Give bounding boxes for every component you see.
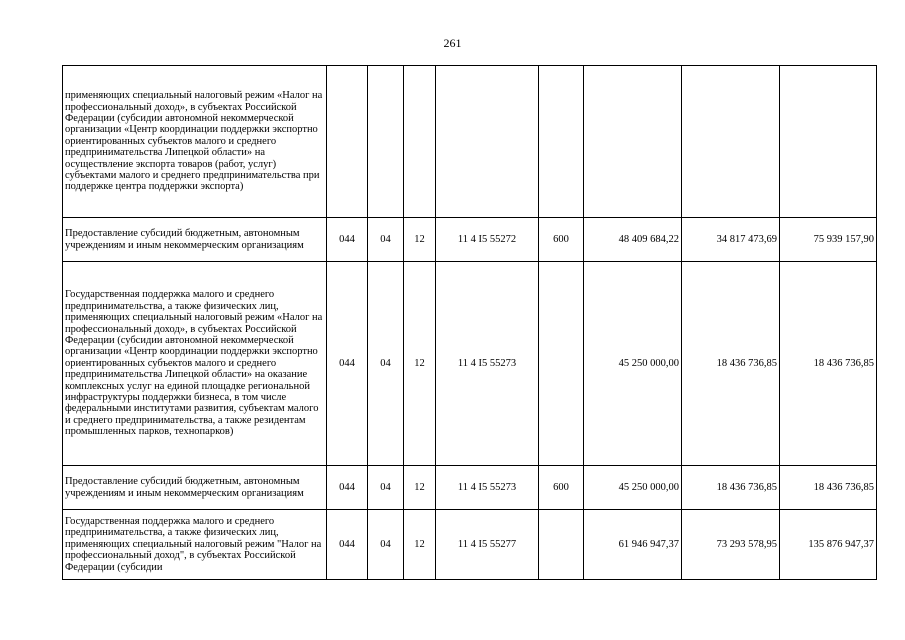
target-article-code: 11 4 I5 55272 (436, 218, 539, 262)
section-code: 04 (368, 218, 404, 262)
expense-type-code (539, 66, 584, 218)
amount-year-3: 18 436 736,85 (780, 262, 877, 466)
table-row (63, 218, 877, 262)
table-row (63, 262, 877, 466)
amount-year-2: 18 436 736,85 (682, 262, 780, 466)
row-description: Предоставление субсидий бюджетным, автономным учреждениям и иным некоммерческим организациям (63, 218, 327, 262)
target-article-code: 11 4 I5 55273 (436, 466, 539, 510)
subsection-code: 12 (404, 262, 436, 466)
ministry-code (327, 66, 368, 218)
amount-year-1 (584, 66, 682, 218)
target-article-code (436, 66, 539, 218)
amount-year-3 (780, 66, 877, 218)
amount-year-3: 18 436 736,85 (780, 466, 877, 510)
budget-table (62, 65, 877, 580)
amount-year-1: 48 409 684,22 (584, 218, 682, 262)
amount-year-2: 73 293 578,95 (682, 510, 780, 580)
section-code: 04 (368, 262, 404, 466)
amount-year-3: 75 939 157,90 (780, 218, 877, 262)
row-description: применяющих специальный налоговый режим «Налог на профессиональный доход», в субъектах Российской Федерации (субсидии автономной некоммерческой организации «Центр координации поддержки экспортно ориентированных субъектов малого и среднего предпринимательства Липецкой области» на осуществление экспорта товаров (работ, услуг) субъектами малого и среднего предпринимательства при поддержке центра поддержки экспорта) (63, 66, 327, 218)
expense-type-code: 600 (539, 218, 584, 262)
ministry-code: 044 (327, 218, 368, 262)
amount-year-2: 18 436 736,85 (682, 466, 780, 510)
amount-year-2 (682, 66, 780, 218)
table-row (63, 466, 877, 510)
ministry-code: 044 (327, 510, 368, 580)
expense-type-code: 600 (539, 466, 584, 510)
target-article-code: 11 4 I5 55273 (436, 262, 539, 466)
section-code: 04 (368, 466, 404, 510)
row-description: Предоставление субсидий бюджетным, автономным учреждениям и иным некоммерческим организациям (63, 466, 327, 510)
row-description: Государственная поддержка малого и среднего предпринимательства, а также физических лиц, применяющих специальный налоговый режим "Налог на профессиональный доход", в субъектах Российской Федерации (субсидии (63, 510, 327, 580)
expense-type-code (539, 262, 584, 466)
ministry-code: 044 (327, 466, 368, 510)
subsection-code: 12 (404, 510, 436, 580)
section-code: 04 (368, 510, 404, 580)
amount-year-1: 45 250 000,00 (584, 262, 682, 466)
subsection-code: 12 (404, 466, 436, 510)
amount-year-1: 45 250 000,00 (584, 466, 682, 510)
row-description: Государственная поддержка малого и среднего предпринимательства, а также физических лиц, применяющих специальный налоговый режим «Налог на профессиональный доход», в субъектах Российской Федерации (субсидии автономной некоммерческой организации «Центр координации поддержки экспортно ориентированных субъектов малого и среднего предпринимательства Липецкой области» на оказание комплексных услуг на единой площадке региональной инфраструктуры поддержки бизнеса, в том числе федеральными институтами развития, субъектам малого и среднего предпринимательства, а также резидентам промышленных парков, технопарков) (63, 262, 327, 466)
page-number: 261 (443, 36, 462, 50)
ministry-code: 044 (327, 262, 368, 466)
subsection-code (404, 66, 436, 218)
target-article-code: 11 4 I5 55277 (436, 510, 539, 580)
amount-year-1: 61 946 947,37 (584, 510, 682, 580)
subsection-code: 12 (404, 218, 436, 262)
table-row (63, 66, 877, 218)
expense-type-code (539, 510, 584, 580)
amount-year-2: 34 817 473,69 (682, 218, 780, 262)
amount-year-3: 135 876 947,37 (780, 510, 877, 580)
section-code (368, 66, 404, 218)
table-row (63, 510, 877, 580)
